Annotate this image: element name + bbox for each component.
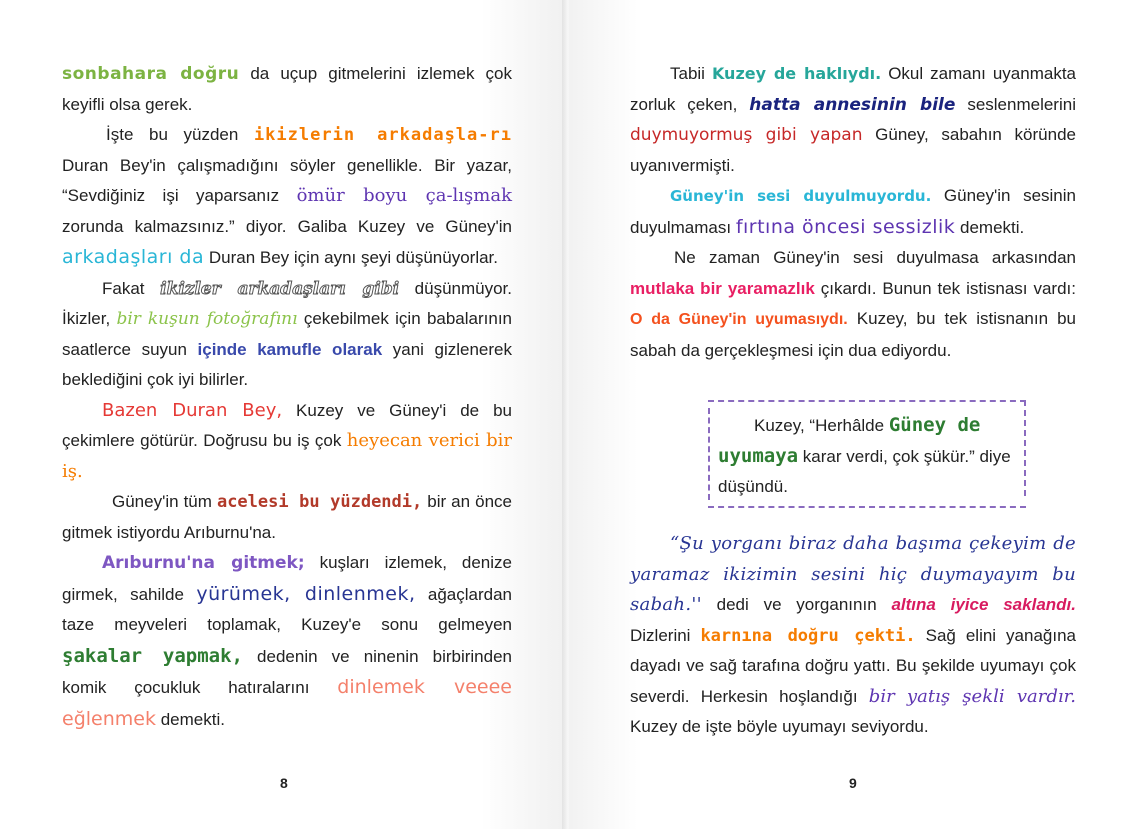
page-number: 9 bbox=[849, 775, 857, 791]
highlight-phrase: ikizler arkadaşları gibi bbox=[160, 278, 400, 299]
body-text: Kuzey, “Herhâlde bbox=[754, 416, 889, 435]
highlight-phrase: Kuzey de haklıydı. bbox=[711, 64, 882, 83]
highlight-phrase: “Şu yorganı biraz daha başıma çekeyim de yaramaz ikizimin sesini hiç duymayayım bu sabah.'' bbox=[630, 533, 1076, 615]
paragraph bbox=[62, 487, 512, 548]
highlight-phrase: yürümek, dinlenmek, bbox=[196, 582, 416, 605]
paragraph bbox=[62, 59, 512, 120]
body-text: dedi ve yorganının bbox=[701, 595, 892, 614]
body-text: zorunda kalmazsınız.” diyor. Galiba Kuzey ve Güney'in bbox=[62, 216, 512, 236]
paragraph bbox=[630, 529, 1076, 743]
highlight-phrase: sonbahara doğru bbox=[62, 64, 240, 84]
highlight-phrase: bir yatış şekli vardır. bbox=[868, 685, 1076, 707]
body-text: Kuzey de işte böyle uyumayı seviyordu. bbox=[630, 717, 929, 736]
body-text: ağaçlardan taze meyveleri toplamak, Kuzey'e sonu gelmeyen bbox=[62, 584, 512, 634]
callout-text bbox=[718, 410, 1018, 502]
highlight-phrase: acelesi bu yüzdendi, bbox=[216, 492, 423, 512]
highlight-phrase: Güney de uyumaya bbox=[718, 414, 981, 467]
highlight-phrase: heyecan verici bir iş. bbox=[62, 430, 513, 482]
highlight-phrase: duymuyormuş gibi yapan bbox=[630, 125, 863, 145]
highlight-phrase: içinde kamufle olarak bbox=[197, 339, 383, 359]
paragraph bbox=[62, 120, 512, 274]
body-text: Güney'in tüm bbox=[112, 492, 217, 511]
highlight-phrase: Bazen Duran Bey, bbox=[102, 399, 283, 421]
body-text: Kuzey, bu tek istisnanın bu sabah da gerçekleşmesi için dua ediyordu. bbox=[630, 309, 1077, 360]
body-text: karar verdi, çok şükür.” diye düşündü. bbox=[718, 447, 1011, 496]
highlight-phrase: Güney'in sesi duyulmuyordu. bbox=[670, 187, 932, 205]
body-text: yani gizlenerek beklediğini çok iyi bilirler. bbox=[62, 339, 513, 389]
highlight-phrase: karnına doğru çekti. bbox=[700, 625, 916, 646]
highlight-phrase: O da Güney'in uyumasıydı. bbox=[630, 311, 848, 328]
right-page-text-lower bbox=[630, 529, 1076, 743]
body-text: Duran Bey için aynı şeyi düşünüyorlar. bbox=[204, 248, 498, 267]
highlight-phrase: dinlemek veeee eğlenmek bbox=[62, 676, 512, 730]
paragraph bbox=[62, 548, 512, 735]
body-text: Dizlerini bbox=[630, 625, 701, 645]
body-text: Tabii bbox=[670, 64, 712, 83]
highlight-phrase: ömür boyu ça-lışmak bbox=[296, 185, 512, 206]
highlight-phrase: arkadaşları da bbox=[62, 246, 205, 268]
paragraph bbox=[62, 396, 512, 488]
paragraph bbox=[630, 181, 1076, 243]
body-text: Sağ elini yanağına dayadı ve sağ tarafına doğru yattı. Bu şekilde uyumayı çok severdi. Herkesin hoşlandığı bbox=[630, 625, 1076, 706]
paragraph bbox=[630, 59, 1076, 181]
highlight-phrase: ikizlerin arkadaşla-rı bbox=[253, 125, 512, 145]
highlight-phrase: altına iyice saklandı. bbox=[891, 595, 1076, 614]
body-text: Güney, sabahın köründe uyanıvermişti. bbox=[630, 125, 1076, 175]
paragraph bbox=[630, 243, 1076, 366]
body-text: çekebilmek için babalarının saatlerce suyun bbox=[62, 309, 513, 359]
body-text: düşünmüyor. İkizler, bbox=[62, 278, 512, 328]
highlight-phrase: fırtına öncesi sessizlik bbox=[735, 215, 956, 238]
body-text: Güney'in sesinin duyulmaması bbox=[630, 186, 1076, 237]
body-text: çıkardı. Bunun tek istisnası vardı: bbox=[814, 278, 1076, 298]
body-text: demekti. bbox=[955, 217, 1025, 237]
right-page bbox=[570, 0, 1132, 829]
body-text: Okul zamanı uyanmakta zorluk çeken, bbox=[630, 64, 1077, 114]
body-text: bir an önce gitmek istiyordu Arıburnu'na. bbox=[62, 492, 512, 542]
body-text: İşte bu yüzden bbox=[106, 125, 254, 144]
highlight-phrase: Arıburnu'na gitmek; bbox=[102, 553, 305, 573]
highlight-phrase: mutlaka bir yaramazlık bbox=[630, 278, 815, 298]
body-text: kuşları izlemek, denize girmek, sahilde bbox=[62, 553, 512, 604]
body-text: da uçup gitmelerini izlemek çok keyifli olsa gerek. bbox=[62, 64, 512, 114]
thought-callout bbox=[708, 400, 1026, 508]
highlight-phrase: hatta annesinin bile bbox=[749, 94, 956, 115]
left-page-text bbox=[62, 59, 512, 735]
highlight-phrase: bir kuşun fotoğrafını bbox=[116, 309, 298, 329]
body-text: Duran Bey'in çalışmadığını söyler genellikle. Bir yazar, “Sevdiğiniz işi yaparsanız bbox=[62, 155, 512, 205]
body-text: Ne zaman Güney'in sesi duyulmasa arkasından bbox=[674, 248, 1076, 267]
body-text: Fakat bbox=[102, 278, 161, 298]
body-text: Kuzey ve Güney'i de bu çekimlere götürür. Doğrusu bu iş çok bbox=[62, 400, 512, 450]
body-text: dedenin ve ninenin birbirinden komik çocukluk hatıralarını bbox=[62, 646, 513, 697]
body-text: seslenmelerini bbox=[955, 94, 1076, 114]
body-text: demekti. bbox=[155, 709, 225, 729]
paragraph bbox=[62, 274, 512, 396]
page-number: 8 bbox=[280, 775, 288, 791]
right-page-text bbox=[630, 59, 1076, 366]
highlight-phrase: şakalar yapmak, bbox=[62, 644, 243, 667]
